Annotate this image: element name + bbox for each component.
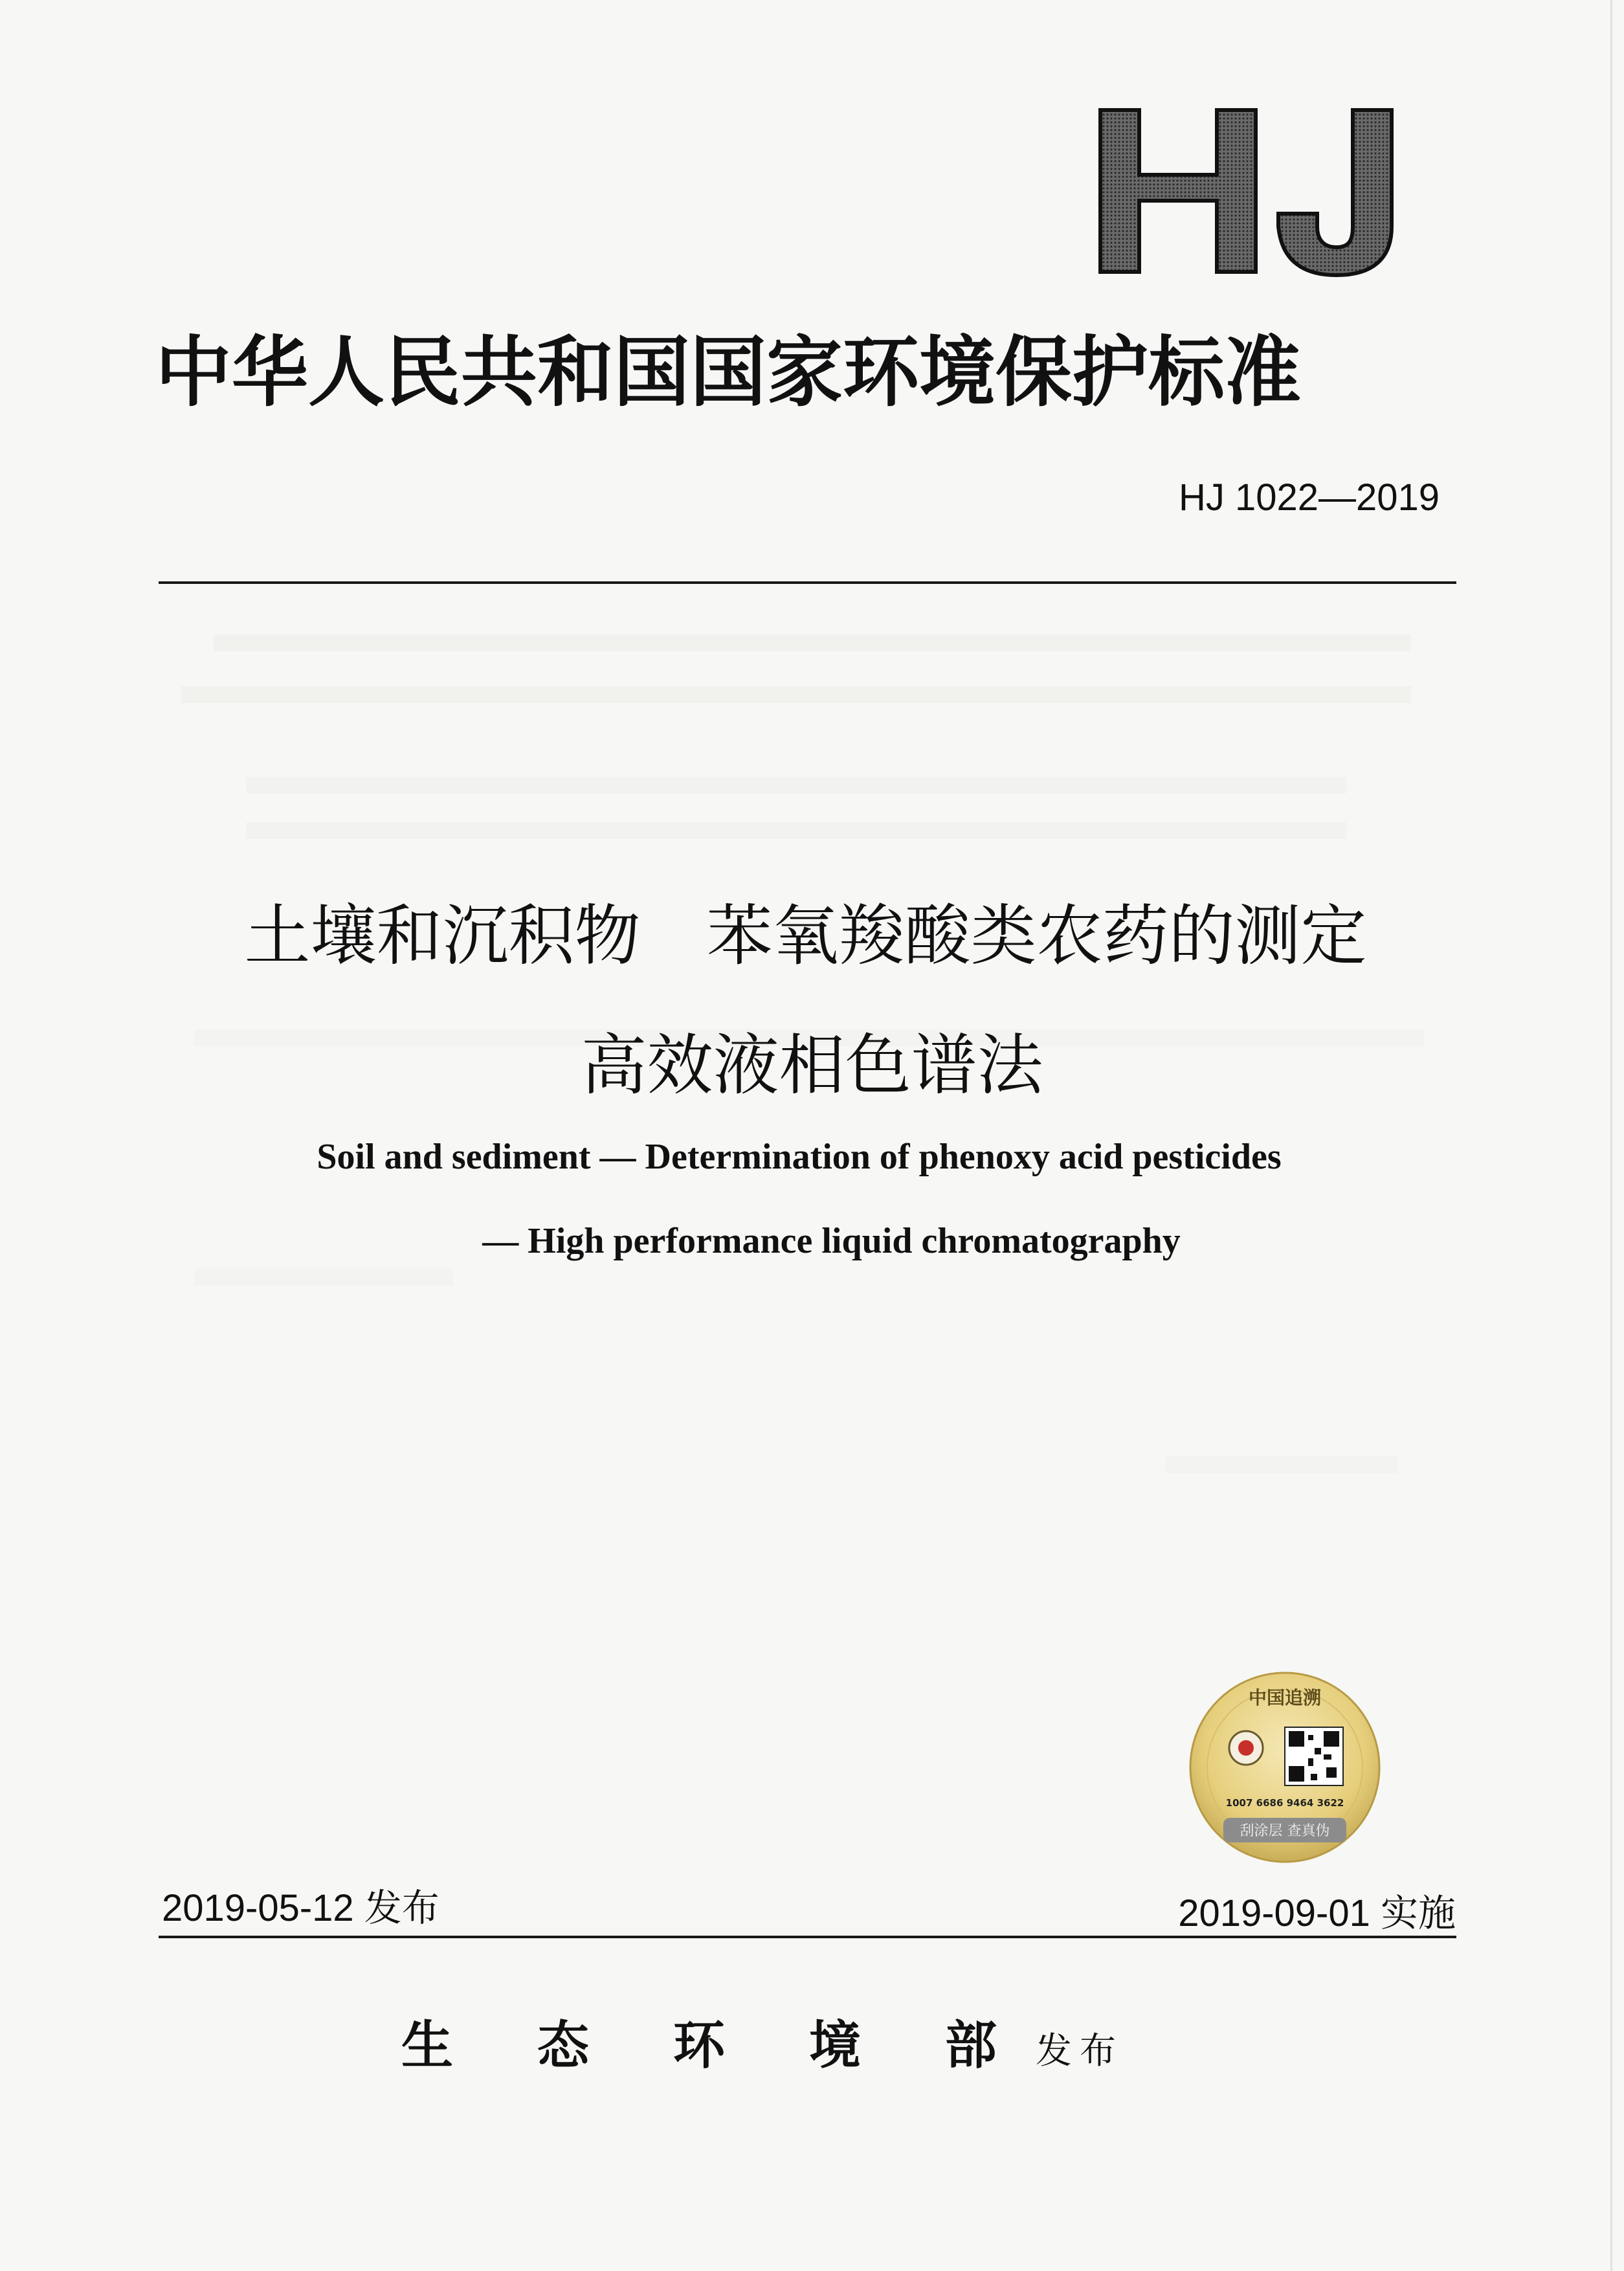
org-title: 中华人民共和国国家环境保护标准 xyxy=(155,327,1302,417)
title-en-line2: — High performance liquid chromatography xyxy=(482,1221,1181,1261)
publisher-suffix: 发布 xyxy=(1036,2030,1124,2072)
publisher-char: 境 xyxy=(809,2015,861,2075)
hj-logo xyxy=(1094,97,1418,285)
publisher-char: 环 xyxy=(673,2015,725,2075)
publisher-char: 生 xyxy=(401,2015,453,2075)
show-through-text xyxy=(246,822,1346,839)
title-cn-line2: 高效液相色谱法 xyxy=(581,1027,1043,1104)
seal-code: 1007 6686 9464 3622 xyxy=(1225,1797,1344,1809)
title-en-line1: Soil and sediment — Determination of phenoxy acid pesticides xyxy=(317,1137,1282,1177)
top-divider xyxy=(159,581,1456,584)
qr-code-icon xyxy=(1285,1727,1343,1785)
implementation-date: 2019-09-01 实施 xyxy=(1178,1892,1456,1934)
show-through-text xyxy=(214,634,1411,651)
issue-date: 2019-05-12 发布 xyxy=(162,1887,439,1929)
bottom-divider xyxy=(159,1936,1456,1938)
publisher-char: 部 xyxy=(945,2015,997,2075)
seal-bottom-text: 刮涂层 查真伪 xyxy=(1240,1823,1330,1839)
show-through-text xyxy=(194,1269,453,1286)
show-through-text xyxy=(1165,1457,1398,1473)
show-through-text xyxy=(181,686,1411,703)
title-cn-line1: 土壤和沉积物 苯氧羧酸类农药的测定 xyxy=(244,898,1367,975)
seal-top-text: 中国追溯 xyxy=(1248,1687,1322,1708)
page-edge xyxy=(1610,0,1612,2271)
anti-counterfeit-seal xyxy=(1188,1670,1382,1864)
standard-code: HJ 1022—2019 xyxy=(1178,476,1440,519)
show-through-text xyxy=(246,777,1346,794)
publisher-char: 态 xyxy=(537,2015,589,2075)
logo-text: HJ xyxy=(1094,97,1095,98)
publisher xyxy=(401,2004,1124,2078)
